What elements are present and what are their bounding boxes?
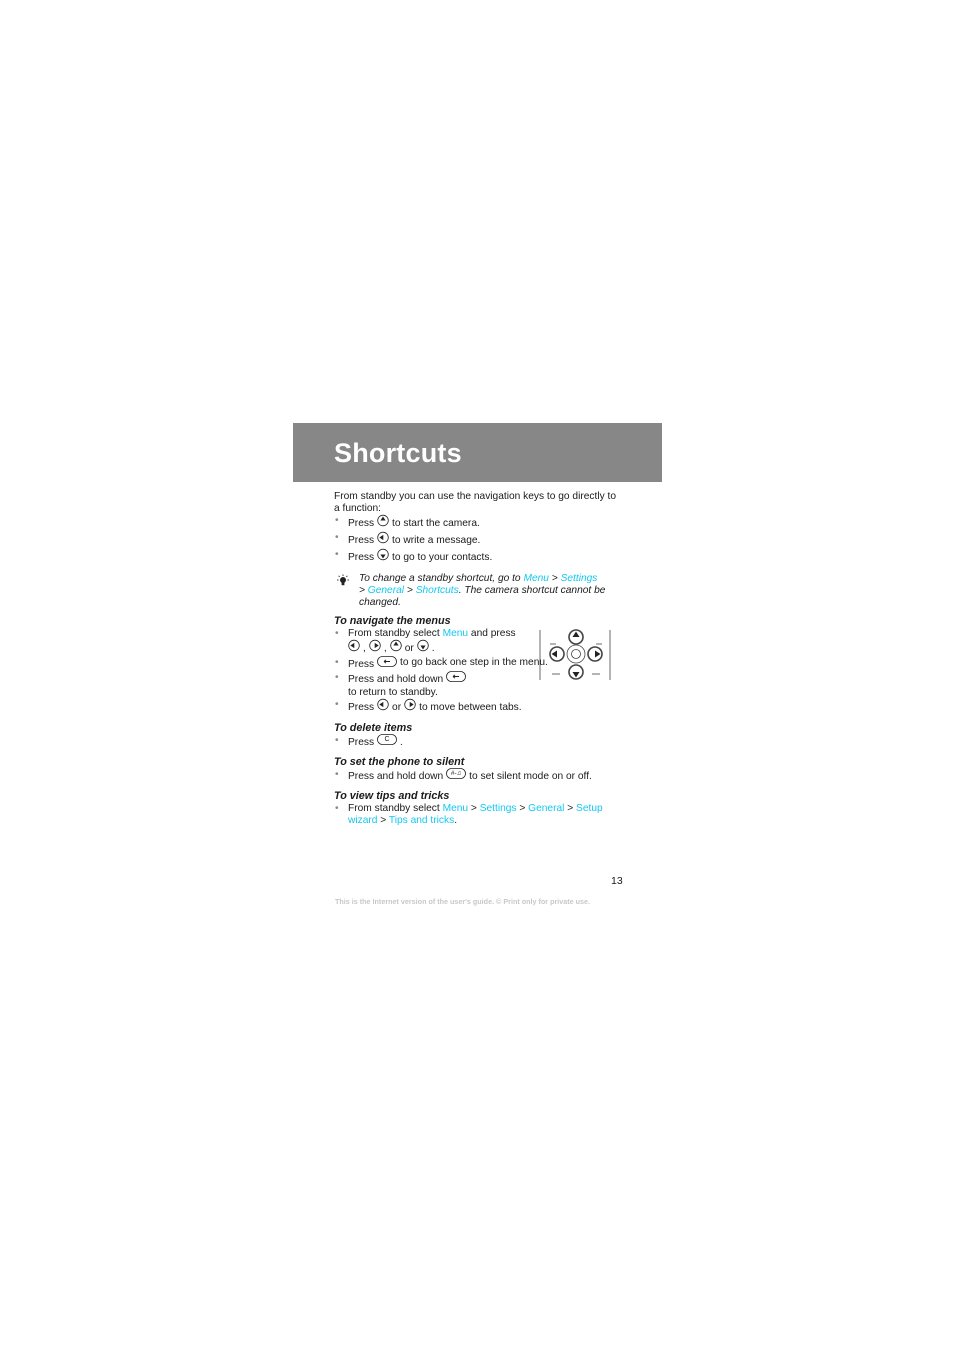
silent-heading: To set the phone to silent: [334, 756, 465, 768]
footer-notice: This is the Internet version of the user's guide. © Print only for private use.: [335, 897, 591, 906]
page-content: [334, 491, 624, 827]
silent-key-label: #-♫: [450, 770, 462, 777]
delete-heading: To delete items: [334, 722, 413, 734]
nav-left-key-icon: [348, 639, 360, 656]
menu-link: Menu: [442, 628, 469, 639]
list-item: • Press to write a message.: [334, 532, 624, 549]
tips-list: [334, 803, 624, 827]
list-item: • Press to go back one step in the menu.: [334, 657, 624, 672]
setup-wizard-link: Setup wizard: [348, 803, 603, 826]
delete-list: [334, 735, 624, 750]
list-item: • Press and hold downto return to standby.: [334, 672, 624, 699]
hash-silent-key-icon: [446, 768, 466, 783]
list-item: • From standby select Menu > Settings > General > Setup wizard > Tips and tricks.: [334, 803, 624, 827]
list-item: • Press to start the camera.: [334, 515, 624, 532]
list-item: • Press C .: [334, 735, 624, 750]
navigate-heading: To navigate the menus: [334, 615, 451, 627]
menu-link: Menu: [442, 803, 469, 814]
general-link: General: [367, 585, 405, 596]
nav-left-key-icon: [377, 698, 389, 715]
title-banner: [293, 423, 662, 482]
lightbulb-icon: [336, 574, 350, 592]
settings-link: Settings: [479, 803, 517, 814]
nav-right-key-icon: [404, 698, 416, 715]
general-link: General: [528, 803, 565, 814]
tips-and-tricks-link: Tips and tricks: [388, 815, 455, 826]
tips-heading: To view tips and tricks: [334, 790, 450, 802]
nav-down-key-icon: [377, 548, 389, 565]
list-item: • Press or to move between tabs.: [334, 699, 624, 716]
intro-text: From standby you can use the navigation keys to go directly to a function:: [334, 491, 617, 514]
tip-note: To change a standby shortcut, go to Menu > Settings > General > Shortcuts. The camera shortcut cannot be changed.: [334, 573, 624, 609]
list-item: • Press and hold down #-♫ to set silent mode on or off.: [334, 769, 624, 784]
menu-link: Menu: [523, 573, 549, 584]
navigate-section: [334, 628, 624, 716]
navigate-list: [334, 628, 624, 716]
nav-right-key-icon: [369, 639, 381, 656]
list-item: • From standby select Menu and press , , or .: [334, 628, 624, 657]
nav-down-key-icon: [417, 639, 429, 656]
page-number: 13: [611, 875, 623, 887]
shortcut-list: [334, 515, 624, 566]
nav-up-key-icon: [390, 639, 402, 656]
list-item: • Press to go to your contacts.: [334, 549, 624, 566]
shortcuts-link: Shortcuts: [415, 585, 459, 596]
settings-link: Settings: [560, 573, 598, 584]
nav-left-key-icon: [377, 531, 389, 548]
nav-up-key-icon: [377, 514, 389, 531]
clear-key-label: C: [384, 736, 390, 743]
silent-list: [334, 769, 624, 784]
back-key-icon: [446, 671, 466, 686]
page-title: Shortcuts: [334, 438, 462, 468]
back-key-icon: [377, 656, 397, 671]
clear-key-icon: [377, 734, 397, 749]
